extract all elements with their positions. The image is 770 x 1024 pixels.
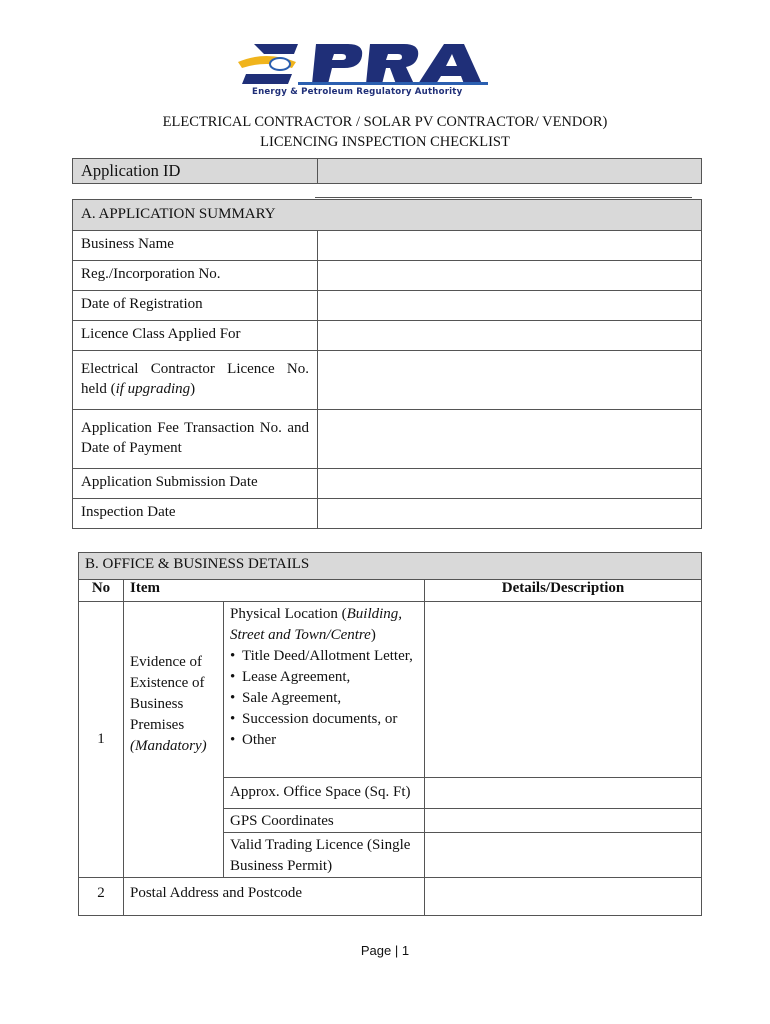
application-summary-table	[72, 199, 702, 529]
reg-no-field[interactable]	[318, 261, 702, 291]
gps-field[interactable]	[425, 809, 702, 833]
col-no-header: No	[79, 580, 124, 602]
contractor-licence-field[interactable]	[318, 351, 702, 410]
if-upgrading-note: if upgrading	[115, 381, 191, 397]
section-a-heading: A. APPLICATION SUMMARY	[73, 200, 702, 231]
reg-no-label: Reg./Incorporation No.	[73, 261, 318, 291]
section-b-heading: B. OFFICE & BUSINESS DETAILS	[79, 553, 702, 580]
application-id-label: Application ID	[73, 159, 318, 183]
contractor-licence-label: Electrical Contractor Licence No. held (if upgrading)	[73, 351, 318, 410]
list-item: • Title Deed/Allotment Letter,	[230, 646, 418, 667]
application-id-row	[72, 158, 702, 184]
item-2-number: 2	[79, 878, 124, 916]
page-number: Page | 1	[360, 943, 410, 958]
trading-licence-label: Valid Trading Licence (Single Business Permit)	[224, 833, 425, 878]
mandatory-note: (Mandatory)	[130, 738, 207, 754]
divider	[315, 197, 692, 198]
epra-logo-mark	[236, 40, 536, 90]
list-item: • Other	[230, 730, 418, 751]
col-item-header: Item	[124, 580, 425, 602]
fee-transaction-field[interactable]	[318, 410, 702, 469]
office-business-details-table	[78, 552, 702, 916]
evidence-list	[230, 646, 418, 751]
inspection-date-field[interactable]	[318, 499, 702, 529]
submission-date-label: Application Submission Date	[73, 469, 318, 499]
document-title-line1: ELECTRICAL CONTRACTOR / SOLAR PV CONTRACTOR/ VENDOR)	[162, 114, 608, 130]
physical-location-cell: Physical Location (Building, Street and Town/Centre) • Title Deed/Allotment Letter, • Lease Agreement, • Sale Agreement, • Succession documents, or • Other	[224, 602, 425, 778]
postal-address-field[interactable]	[425, 878, 702, 916]
inspection-date-label: Inspection Date	[73, 499, 318, 529]
office-space-field[interactable]	[425, 778, 702, 809]
office-space-label: Approx. Office Space (Sq. Ft)	[224, 778, 425, 809]
fee-transaction-label: Application Fee Transaction No. and Date of Payment	[73, 410, 318, 469]
item-1-description: Evidence of Existence of Business Premises (Mandatory)	[124, 602, 224, 878]
physical-location-field[interactable]	[425, 602, 702, 778]
application-id-field[interactable]	[318, 159, 701, 183]
licence-class-label: Licence Class Applied For	[73, 321, 318, 351]
licence-class-field[interactable]	[318, 321, 702, 351]
logo-subtitle: Energy & Petroleum Regulatory Authority	[252, 87, 463, 97]
business-name-field[interactable]	[318, 231, 702, 261]
business-name-label: Business Name	[73, 231, 318, 261]
list-item: • Lease Agreement,	[230, 667, 418, 688]
trading-licence-field[interactable]	[425, 833, 702, 878]
list-item: • Succession documents, or	[230, 709, 418, 730]
gps-label: GPS Coordinates	[224, 809, 425, 833]
document-title-line2: LICENCING INSPECTION CHECKLIST	[260, 134, 510, 150]
date-of-registration-label: Date of Registration	[73, 291, 318, 321]
date-of-registration-field[interactable]	[318, 291, 702, 321]
submission-date-field[interactable]	[318, 469, 702, 499]
col-details-header: Details/Description	[425, 580, 702, 602]
postal-address-label: Postal Address and Postcode	[124, 878, 425, 916]
item-1-number: 1	[79, 602, 124, 878]
list-item: • Sale Agreement,	[230, 688, 418, 709]
